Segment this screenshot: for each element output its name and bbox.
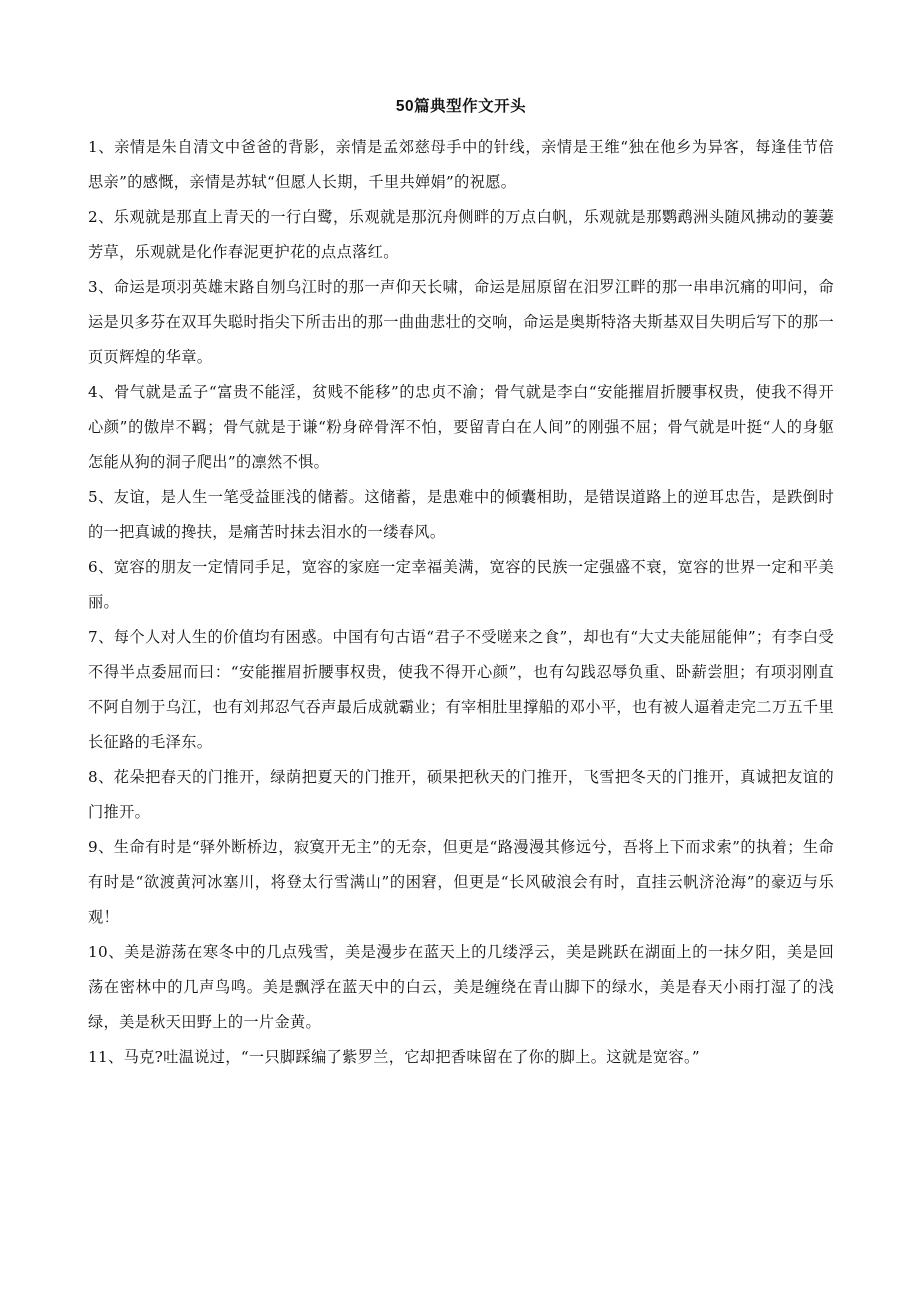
paragraph-3: 3、命运是项羽英雄末路自刎乌江时的那一声仰天长啸，命运是屈原留在汨罗江畔的那一串串沉痛的叩问，命运是贝多芬在双耳失聪时指尖下所击出的那一曲曲悲壮的交响，命运是奥斯特洛夫斯基双目失明后写下的那一页页辉煌的华章。 xyxy=(88,278,834,366)
paragraph-10: 10、美是游荡在寒冬中的几点残雪，美是漫步在蓝天上的几缕浮云，美是跳跃在湖面上的一抹夕阳，美是回荡在密林中的几声鸟鸣。美是飘浮在蓝天中的白云，美是缠绕在青山脚下的绿水，美是春天小雨打湿了的浅绿，美是秋天田野上的一片金黄。 xyxy=(88,943,834,1031)
paragraph-6: 6、宽容的朋友一定情同手足，宽容的家庭一定幸福美满，宽容的民族一定强盛不衰，宽容的世界一定和平美丽。 xyxy=(88,558,834,611)
paragraph-11: 11、马克?吐温说过，“一只脚踩编了紫罗兰，它却把香味留在了你的脚上。这就是宽容。” xyxy=(88,1048,701,1066)
document-title: 50篇典型作文开头 xyxy=(395,98,527,115)
paragraph-8: 8、花朵把春天的门推开，绿荫把夏天的门推开，硕果把秋天的门推开，飞雪把冬天的门推开，真诚把友谊的门推开。 xyxy=(88,768,834,821)
paragraph-7: 7、每个人对人生的价值均有困惑。中国有句古语“君子不受嗟来之食”，却也有“大丈夫能屈能伸”；有李白受不得半点委屈而曰：“安能摧眉折腰事权贵，使我不得开心颜”，也有勾践忍辱负重、卧薪尝胆；有项羽刚直不阿自刎于乌江，也有刘邦忍气吞声最后成就霸业；有宰相肚里撑船的邓小平，也有被人逼着走完二万五千里长征路的毛泽东。 xyxy=(88,628,834,751)
paragraph-2: 2、乐观就是那直上青天的一行白鹭，乐观就是那沉舟侧畔的万点白帆，乐观就是那鹦鹉洲头随风拂动的萋萋芳草，乐观就是化作春泥更护花的点点落红。 xyxy=(88,208,834,261)
paragraph-5: 5、友谊，是人生一笔受益匪浅的储蓄。这储蓄，是患难中的倾囊相助，是错误道路上的逆耳忠告，是跌倒时的一把真诚的搀扶，是痛苦时抹去泪水的一缕春风。 xyxy=(88,488,834,541)
paragraph-1: 1、亲情是朱自清文中爸爸的背影，亲情是孟郊慈母手中的针线，亲情是王维“独在他乡为异客，每逢佳节倍思亲”的感慨，亲情是苏轼“但愿人长期，千里共婵娟”的祝愿。 xyxy=(88,138,834,191)
paragraph-9: 9、生命有时是“驿外断桥边，寂寞开无主”的无奈，但更是“路漫漫其修远兮，吾将上下而求索”的执着；生命有时是“欲渡黄河冰塞川，将登太行雪满山”的困窘，但更是“长风破浪会有时，直挂云帆济沧海”的豪迈与乐观！ xyxy=(88,838,834,926)
paragraph-4: 4、骨气就是孟子“富贵不能淫，贫贱不能移”的忠贞不渝；骨气就是李白“安能摧眉折腰事权贵，使我不得开心颜”的傲岸不羁；骨气就是于谦“粉身碎骨浑不怕，要留青白在人间”的刚强不屈；骨气就是叶挺“人的身躯怎能从狗的洞子爬出”的凛然不惧。 xyxy=(88,383,834,471)
